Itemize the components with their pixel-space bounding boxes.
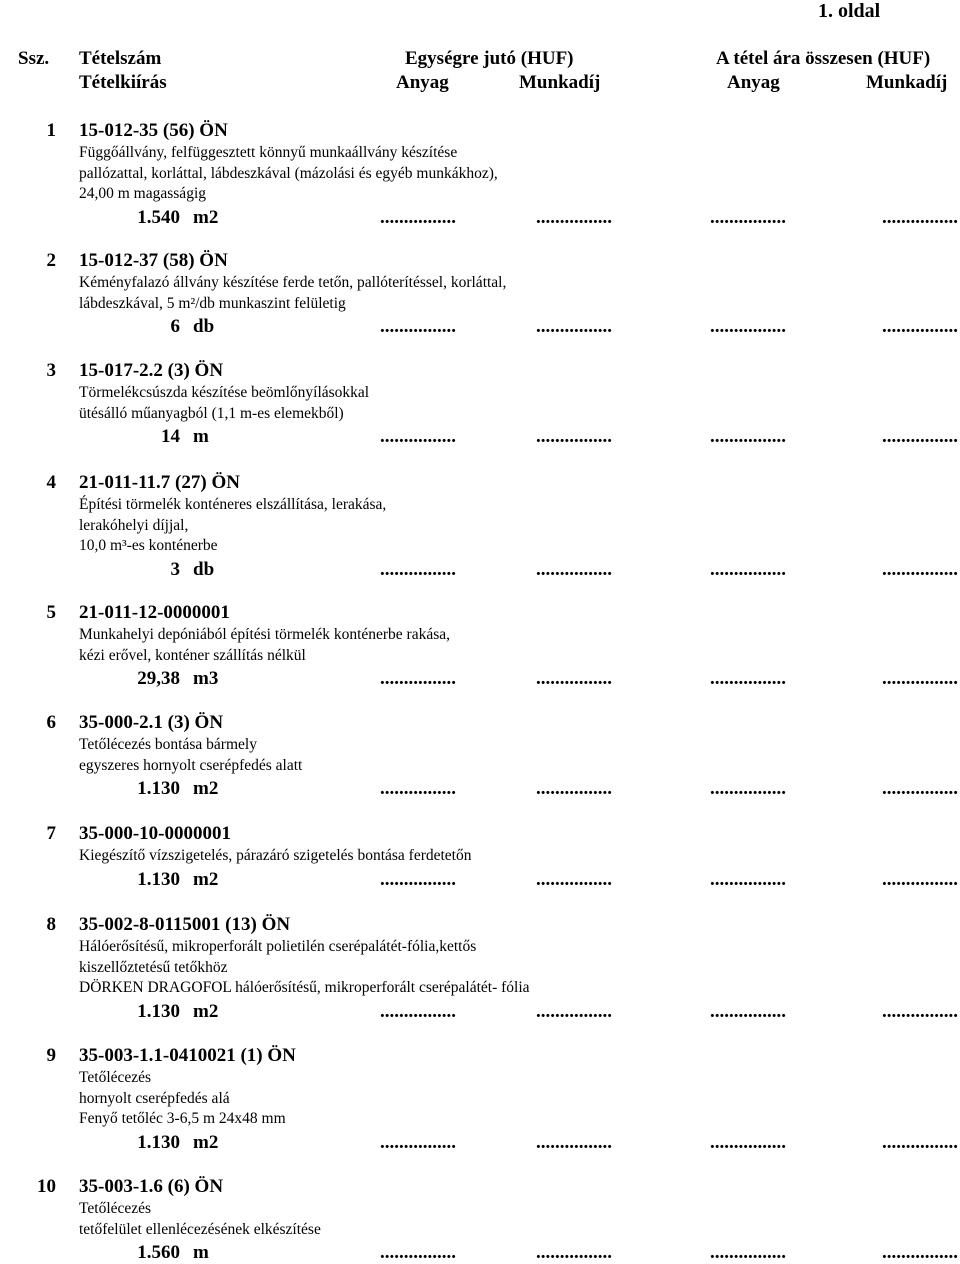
header-unit-price: Egységre jutó (HUF) <box>405 48 574 69</box>
header-tetelkiiras: Tételkiírás <box>79 72 167 93</box>
unit-labor-blank: ................ <box>536 668 612 689</box>
total-labor-blank: ................ <box>882 558 958 580</box>
unit-material-blank: ................ <box>380 668 456 689</box>
unit-labor-blank: ................ <box>536 1131 612 1153</box>
item-description-line: tetőfelület ellenlécezésének elkészítése <box>79 1220 321 1238</box>
unit-material-blank: ................ <box>380 426 456 447</box>
item-description-line: Fenyő tetőléc 3-6,5 m 24x48 mm <box>79 1110 286 1127</box>
item-quantity: 6 <box>170 316 180 337</box>
item-quantity: 1.130 <box>137 868 180 890</box>
total-labor-blank: ................ <box>882 1242 958 1263</box>
total-material-blank: ................ <box>710 868 786 890</box>
item-number: 5 <box>46 602 56 623</box>
item-description-line: 10,0 m³-es konténerbe <box>79 537 218 554</box>
item-description-line: DÖRKEN DRAGOFOL hálóerősítésű, mikroperforált cserépalátét- fólia <box>79 979 530 996</box>
unit-material-blank: ................ <box>380 1242 456 1263</box>
item-description-line: lábdeszkával, 5 m²/db munkaszint felületig <box>79 294 346 312</box>
item-description-line: Függőállvány, felfüggesztett könnyű munkaállvány készítése <box>79 144 458 161</box>
header-ssz: Ssz. <box>18 48 50 69</box>
unit-material-blank: ................ <box>380 1000 456 1022</box>
item-quantity: 1.540 <box>137 206 180 228</box>
unit-material-blank: ................ <box>380 316 456 337</box>
total-material-blank: ................ <box>710 1242 786 1263</box>
item-description-line: Kéményfalazó állvány készítése ferde tetőn, pallóterítéssel, korláttal, <box>79 274 507 291</box>
total-labor-blank: ................ <box>882 316 958 337</box>
unit-material-blank: ................ <box>380 868 456 890</box>
item-unit: m2 <box>193 778 219 799</box>
unit-labor-blank: ................ <box>536 426 612 447</box>
unit-material-blank: ................ <box>380 206 456 228</box>
item-code: 21-011-12-0000001 <box>79 602 230 623</box>
unit-labor-blank: ................ <box>536 316 612 337</box>
total-labor-blank: ................ <box>882 868 958 890</box>
item-description-line: kiszellőztetésű tetőkhöz <box>79 958 228 976</box>
item-code: 35-003-1.1-0410021 (1) ÖN <box>79 1045 296 1066</box>
item-number: 10 <box>37 1176 56 1197</box>
item-number: 8 <box>46 914 56 935</box>
unit-material-blank: ................ <box>380 778 456 799</box>
header-total-price: A tétel ára összesen (HUF) <box>716 48 931 69</box>
item-description-line: hornyolt cserépfedés alá <box>79 1089 230 1107</box>
item-number: 3 <box>46 360 56 381</box>
item-quantity: 29,38 <box>137 668 180 689</box>
header-tetelszam: Tételszám <box>79 48 162 69</box>
item-description-line: Hálóerősítésű, mikroperforált polietilén cserépalátét-fólia,kettős <box>79 938 477 955</box>
item-description-line: Tetőlécezés <box>79 1069 152 1086</box>
unit-labor-blank: ................ <box>536 868 612 890</box>
item-description-line: Tetőlécezés <box>79 1200 152 1217</box>
item-description-line: 24,00 m magasságig <box>79 185 206 202</box>
item-number: 4 <box>46 472 56 493</box>
item-code: 35-000-2.1 (3) ÖN <box>79 712 224 733</box>
item-description-line: Törmelékcsúszda készítése beömlőnyílásokkal <box>79 384 370 401</box>
unit-labor-blank: ................ <box>536 206 612 228</box>
item-code: 35-000-10-0000001 <box>79 823 231 844</box>
item-number: 2 <box>46 250 56 271</box>
total-material-blank: ................ <box>710 426 786 447</box>
item-unit: m <box>193 426 209 447</box>
total-material-blank: ................ <box>710 778 786 799</box>
total-labor-blank: ................ <box>882 1000 958 1022</box>
total-labor-blank: ................ <box>882 778 958 799</box>
total-labor-blank: ................ <box>882 426 958 447</box>
total-material-blank: ................ <box>710 558 786 580</box>
item-description-line: lerakóhelyi díjjal, <box>79 516 189 534</box>
unit-labor-blank: ................ <box>536 1242 612 1263</box>
item-description-line: Építési törmelék konténeres elszállítása, lerakása, <box>79 496 387 513</box>
item-quantity: 1.130 <box>137 778 180 799</box>
unit-labor-blank: ................ <box>536 1000 612 1022</box>
unit-labor-blank: ................ <box>536 558 612 580</box>
item-description-line: Munkahelyi depóniából építési törmelék konténerbe rakása, <box>79 626 451 643</box>
total-labor-blank: ................ <box>882 206 958 228</box>
item-unit: db <box>193 316 215 337</box>
unit-material-blank: ................ <box>380 558 456 580</box>
item-unit: m2 <box>193 1131 219 1153</box>
item-quantity: 14 <box>161 426 180 447</box>
item-number: 6 <box>46 712 56 733</box>
item-quantity: 1.130 <box>137 1000 180 1022</box>
item-unit: m2 <box>193 206 219 228</box>
total-material-blank: ................ <box>710 206 786 228</box>
total-material-blank: ................ <box>710 1000 786 1022</box>
item-number: 1 <box>46 120 56 141</box>
page-label: 1. oldal <box>818 0 881 22</box>
item-description-line: Tetőlécezés bontása bármely <box>79 736 257 753</box>
item-code: 15-012-37 (58) ÖN <box>79 250 228 271</box>
item-description-line: pallózattal, korláttal, lábdeszkával (mázolási és egyéb munkákhoz), <box>79 164 498 182</box>
item-quantity: 3 <box>170 558 180 580</box>
item-description-line: ütésálló műanyagból (1,1 m-es elemekből) <box>79 404 344 422</box>
header-unit-munkadij: Munkadíj <box>519 72 601 93</box>
unit-material-blank: ................ <box>380 1131 456 1153</box>
item-code: 15-012-35 (56) ÖN <box>79 120 228 141</box>
item-code: 15-017-2.2 (3) ÖN <box>79 360 224 381</box>
header-total-anyag: Anyag <box>727 72 780 93</box>
item-number: 7 <box>46 823 56 844</box>
unit-labor-blank: ................ <box>536 778 612 799</box>
total-labor-blank: ................ <box>882 668 958 689</box>
item-number: 9 <box>46 1045 56 1066</box>
item-unit: m2 <box>193 1000 219 1022</box>
item-description-line: Kiegészítő vízszigetelés, párazáró szigetelés bontása ferdetetőn <box>79 847 472 864</box>
item-quantity: 1.560 <box>137 1242 180 1263</box>
item-code: 21-011-11.7 (27) ÖN <box>79 472 240 493</box>
item-description-line: egyszeres hornyolt cserépfedés alatt <box>79 756 303 774</box>
item-code: 35-002-8-0115001 (13) ÖN <box>79 914 291 935</box>
item-unit: m3 <box>193 668 219 689</box>
total-labor-blank: ................ <box>882 1131 958 1153</box>
item-unit: m <box>193 1242 209 1263</box>
item-quantity: 1.130 <box>137 1131 180 1153</box>
header-unit-anyag: Anyag <box>396 72 449 93</box>
total-material-blank: ................ <box>710 668 786 689</box>
item-code: 35-003-1.6 (6) ÖN <box>79 1176 224 1197</box>
item-description-line: kézi erővel, konténer szállítás nélkül <box>79 646 306 664</box>
total-material-blank: ................ <box>710 316 786 337</box>
header-total-munkadij: Munkadíj <box>866 72 948 93</box>
item-unit: db <box>193 558 215 580</box>
item-unit: m2 <box>193 868 219 890</box>
total-material-blank: ................ <box>710 1131 786 1153</box>
